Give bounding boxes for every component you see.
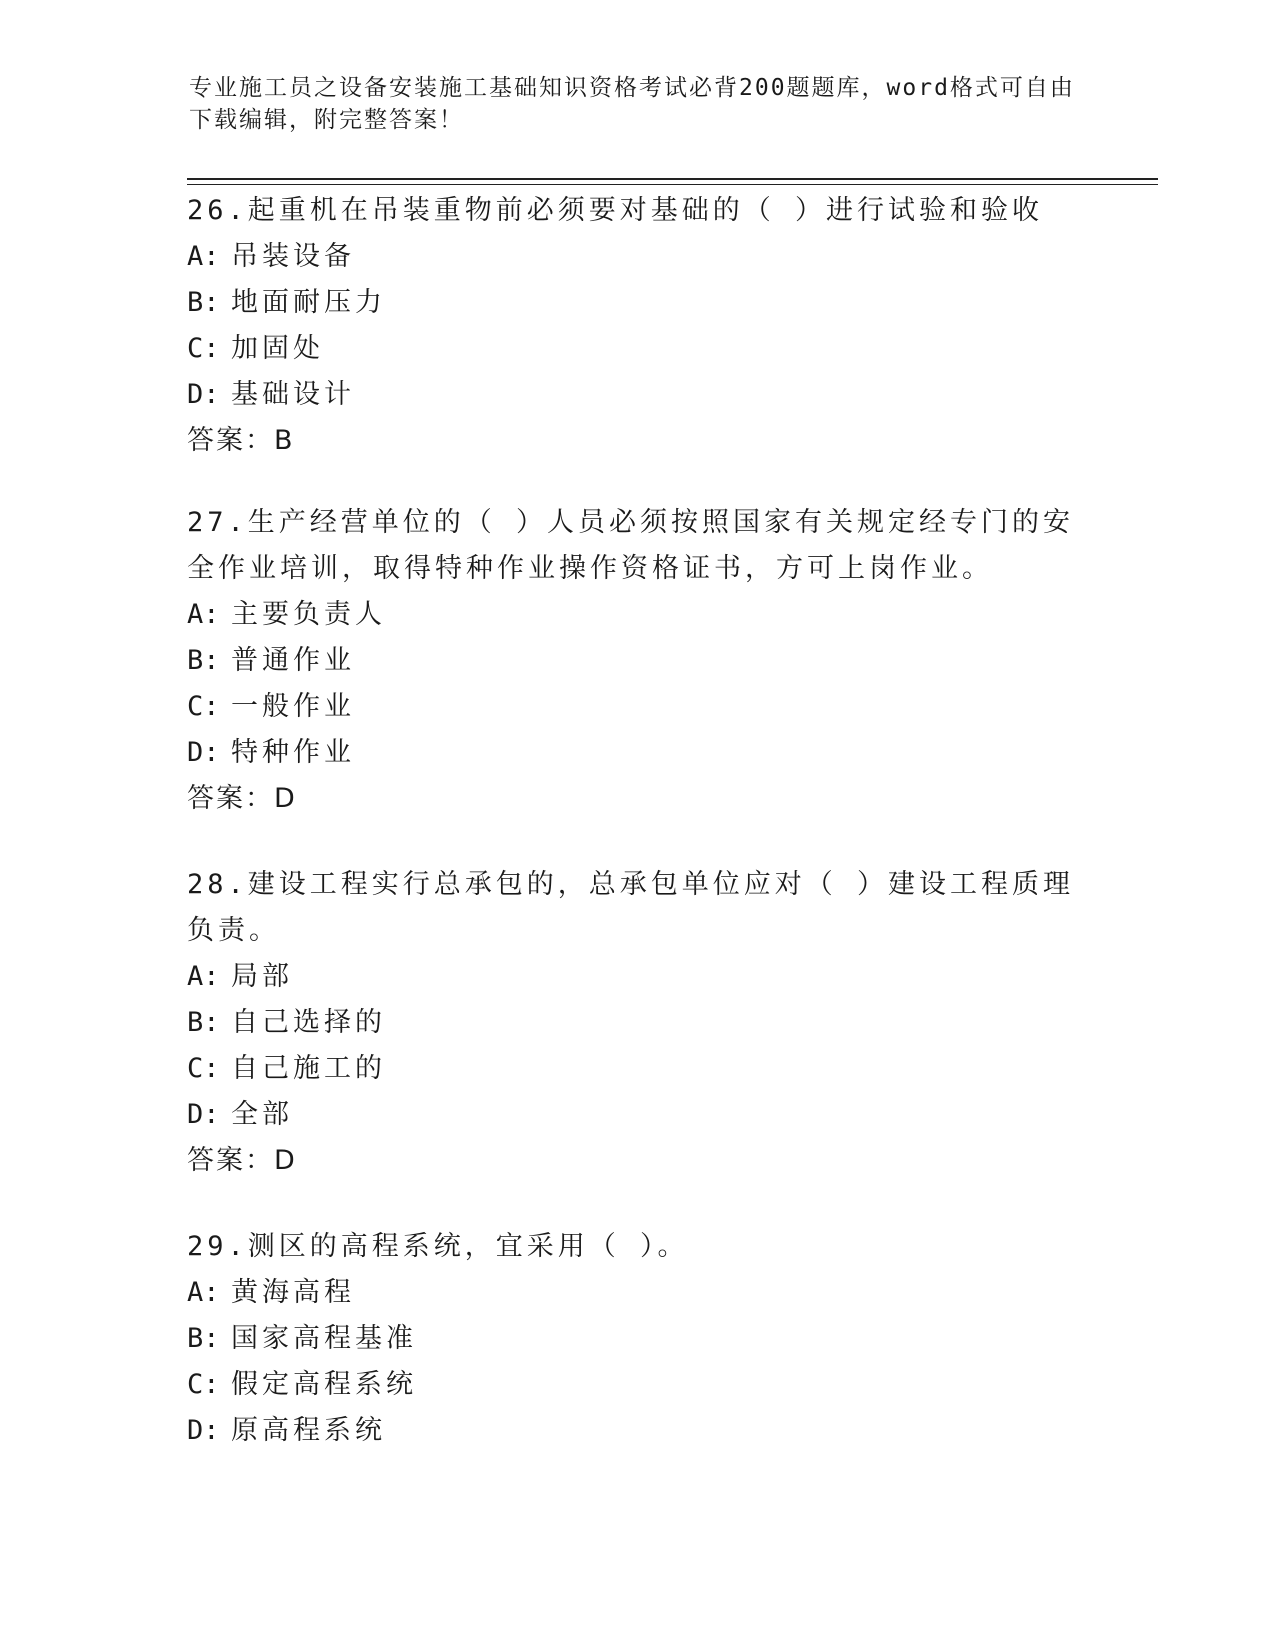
option-letter: A: [187, 599, 220, 630]
option-letter: C: [187, 1053, 220, 1084]
document-header: 专业施工员之设备安装施工基础知识资格考试必背200题题库，word格式可自由下载编辑，附完整答案！ [189, 75, 1075, 133]
option-text: 加固处 [231, 333, 324, 364]
question-27 [187, 500, 1087, 822]
question-stem: 27.生产经营单位的（ ）人员必须按照国家有关规定经专门的安全作业培训，取得特种作业操作资格证书，方可上岗作业。 [187, 507, 1075, 584]
option-letter: D: [187, 1415, 220, 1446]
question-stem: 28.建设工程实行总承包的，总承包单位应对（ ）建设工程质理负责。 [187, 869, 1075, 946]
option-c [187, 1046, 1087, 1092]
option-c [187, 1362, 1087, 1408]
option-letter: B: [187, 287, 220, 318]
option-letter: A: [187, 241, 220, 272]
option-letter: C: [187, 333, 220, 364]
option-text: 自己选择的 [231, 1007, 386, 1038]
option-text: 吊装设备 [231, 241, 355, 272]
option-text: 一般作业 [231, 691, 355, 722]
option-letter: D: [187, 737, 220, 768]
option-text: 普通作业 [231, 645, 355, 676]
option-letter: B: [187, 1007, 220, 1038]
option-text: 特种作业 [231, 737, 355, 768]
option-a [187, 234, 1087, 280]
option-letter: A: [187, 1277, 220, 1308]
option-text: 国家高程基准 [231, 1323, 417, 1354]
option-text: 主要负责人 [231, 599, 386, 630]
option-b [187, 1316, 1087, 1362]
option-d [187, 730, 1087, 776]
option-letter: B: [187, 1323, 220, 1354]
option-letter: C: [187, 691, 220, 722]
option-d [187, 1408, 1087, 1454]
option-text: 局部 [231, 961, 293, 992]
answer-line: 答案：B [187, 425, 295, 456]
option-text: 全部 [231, 1099, 293, 1130]
option-c [187, 684, 1087, 730]
option-b [187, 1000, 1087, 1046]
option-letter: A: [187, 961, 220, 992]
option-text: 原高程系统 [231, 1415, 386, 1446]
answer-line: 答案：D [187, 1145, 297, 1176]
option-text: 自己施工的 [231, 1053, 386, 1084]
option-letter: C: [187, 1369, 220, 1400]
option-d [187, 1092, 1087, 1138]
question-28 [187, 862, 1087, 1184]
question-29 [187, 1224, 1087, 1454]
option-d [187, 372, 1087, 418]
option-a [187, 954, 1087, 1000]
header-divider-thin [187, 184, 1158, 185]
option-c [187, 326, 1087, 372]
option-a [187, 592, 1087, 638]
option-b [187, 638, 1087, 684]
option-text: 基础设计 [231, 379, 355, 410]
option-a [187, 1270, 1087, 1316]
option-letter: D: [187, 379, 220, 410]
header-divider-thick [187, 178, 1158, 180]
option-text: 地面耐压力 [231, 287, 386, 318]
option-text: 黄海高程 [231, 1277, 355, 1308]
question-stem: 29.测区的高程系统，宜采用（ ）。 [187, 1231, 689, 1262]
answer-line: 答案：D [187, 783, 297, 814]
option-text: 假定高程系统 [231, 1369, 417, 1400]
option-letter: B: [187, 645, 220, 676]
option-b [187, 280, 1087, 326]
question-stem: 26.起重机在吊装重物前必须要对基础的（ ）进行试验和验收 [187, 195, 1044, 226]
option-letter: D: [187, 1099, 220, 1130]
question-26 [187, 188, 1087, 464]
